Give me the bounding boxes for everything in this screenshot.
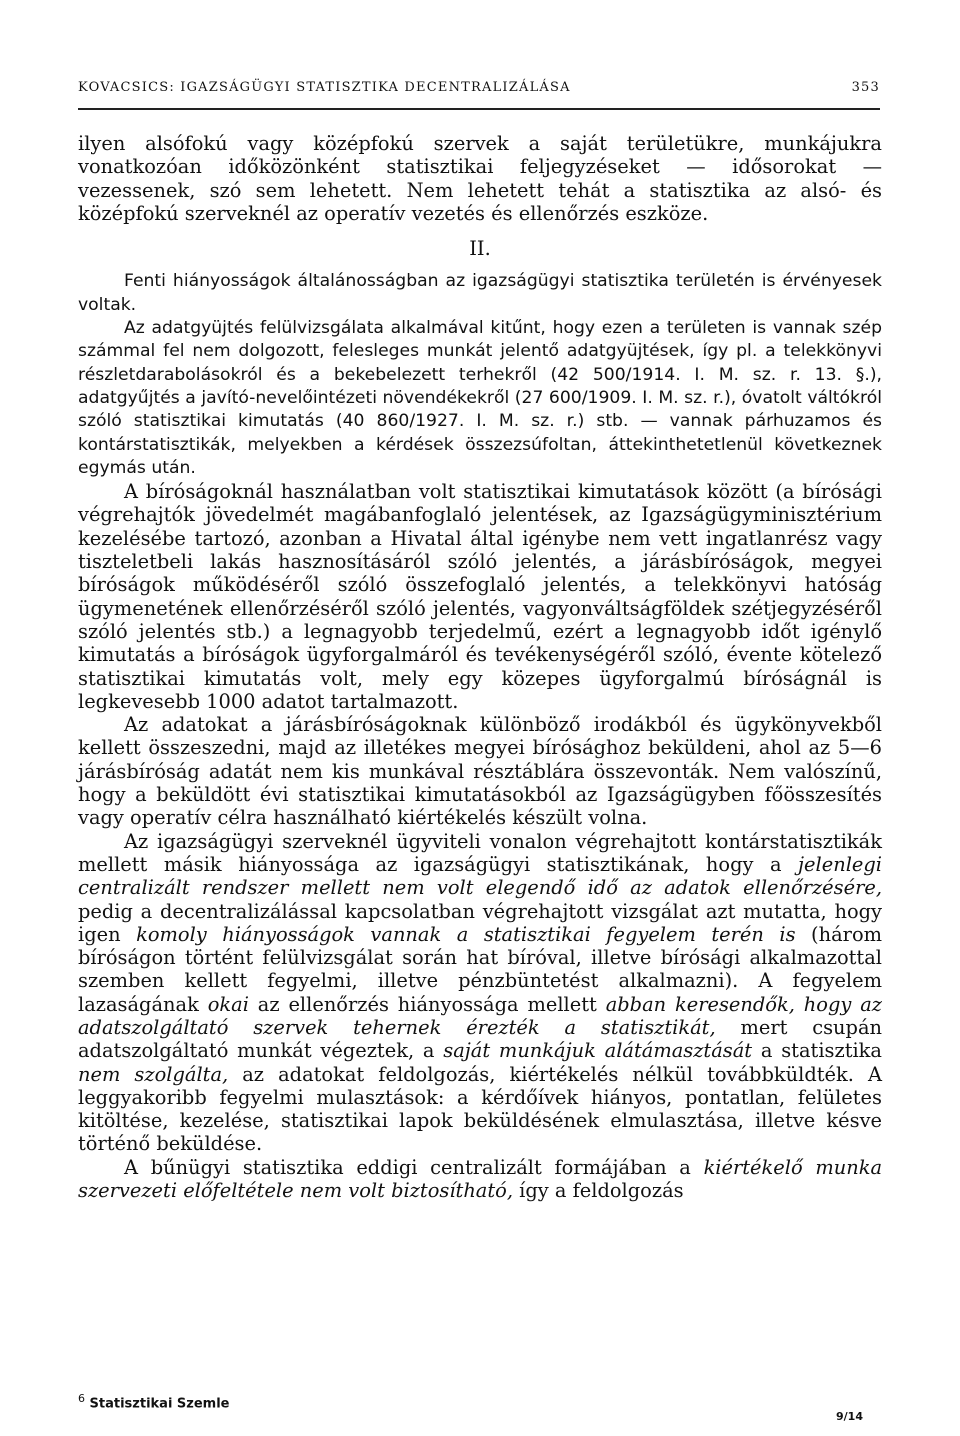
text-run: (három bíróságon történt felülvizsgálat során hat bíróval, illetve bírósági alkalmazottal szemben kellett fegyelmi, illetve pénzbüntetést alkalmazni). A fegyelem lazaságának xyxy=(78,922,883,1016)
paragraph-4: Az adatokat a járásbíróságoknak különböző irodákból és ügykönyvekből kellett összeszedni, majd az illetékes megyei bírósághoz beküldeni, ahol az 5—6 járásbíróság adatát nem kis munkával résztáblára összevonták. Nem valószínű, hogy a beküldött évi statisztikai kimutatásokból az Igazságügyben főösszesítés vagy operatív célra használható kiértékelés készült volna. xyxy=(78,713,882,830)
emphasis-run: saját munkájuk alátámasztását xyxy=(443,1039,753,1063)
paragraph-6 xyxy=(78,1156,882,1203)
text-run: mert csupán adatszolgáltató munkát végeztek, a xyxy=(78,1015,882,1063)
text-run: A bűnügyi statisztika eddigi centralizált formájában a xyxy=(124,1155,704,1179)
printer-signature: 9/14 xyxy=(836,1410,863,1423)
emphasis-run: abban keresendők, hogy az adatszolgáltató szervek tehernek érezték a statisztikát, xyxy=(78,992,882,1039)
emphasis-run: komoly hiányosságok vannak a statisztikai fegyelem terén is xyxy=(136,922,796,946)
text-run: az ellenőrzés hiányossága mellett xyxy=(248,992,606,1016)
section-heading: II. xyxy=(469,237,491,261)
emphasis-run: nem szolgálta, xyxy=(78,1062,229,1086)
intro-paragraph: ilyen alsófokú vagy középfokú szervek a saját területükre, munkájukra vonatkozóan időközönként statisztikai feljegyzéseket — idősorokat — vezessenek, szó sem lehetett. Nem lehetett tehát a statisztika az alsó- és középfokú szerveknél az operatív vezetés és ellenőrzés eszköze. xyxy=(78,132,882,225)
text-run: így a feldolgozás xyxy=(513,1179,684,1203)
footer-journal xyxy=(78,1392,230,1411)
text-run: az adatokat feldolgozás, kiértékelés nélkül továbbküldték. A leggyakoribb fegyelmi mulasztások: a kérdőívek hiányos, pontatlan, felületes kitöltése, kezelése, statisztikai lapok beküldésének elmulasztása, illetve késve történő beküldése. xyxy=(78,1062,882,1156)
paragraph-1: Fenti hiányosságok általánosságban az igazságügyi statisztika területén is érvényesek voltak. xyxy=(78,271,882,315)
footnote-mark: 6 xyxy=(78,1392,85,1405)
header-rule xyxy=(78,108,880,110)
running-header xyxy=(78,80,880,95)
emphasis-run: okai xyxy=(207,992,249,1016)
page-body xyxy=(78,132,882,1202)
paragraph-2: Az adatgyüjtés felülvizsgálata alkalmával kitűnt, hogy ezen a területen is vannak szép számmal fel nem dolgozott, felesleges munkát jelentő adatgyüjtések, így pl. a telekkönyvi részletdarabolásokról és a bekebelezett terhekről (42 500/1914. I. M. sz. r. 13. §.), adatgyűjtés a javító-nevelőintézeti növendékekről (27 600/1909. I. M. sz. r.), óvatolt váltókról szóló statisztikai kimutatás (40 860/1927. I. M. sz. r.) stb. — vannak párhuzamos és kontárstatisztikák, melyekben a kérdések összezsúfoltan, áttekinthetetlenül következnek egymás után. xyxy=(78,318,882,478)
emphasis-run: jelenlegi centralizált rendszer mellett nem volt elegendő idő az adatok ellenőrzésére, xyxy=(78,852,882,900)
page-number: 353 xyxy=(851,80,880,95)
paragraph-3: A bíróságoknál használatban volt statisztikai kimutatások között (a bírósági végrehajtók jövedelmét magábanfoglaló jelentések, az Igazságügyminisztérium kezelésébe tartozó, azonban a Hivatal által igénybe nem vett ingatlanrész vagy tiszteletbeli lakás hasznosításáról szóló jelentés, a járásbíróságok, megyei bíróságok működéséről szóló összefoglaló jelentés, a telekkönyvi hatóság ügymenetének ellenőrzéséről szóló jelentés, vagyonváltságföldek szétjegyzéséről szóló jelentés stb.) a legnagyobb terjedelmű, ezért a legnagyobb időt igénylő kimutatás a bíróságok ügyforgalmáról és tevékenységéről szóló, évente kötelező statisztikai kimutatás volt, mely egy közepes ügyforgalmú bíróságnál is legkevesebb 1000 adatot tartalmazott. xyxy=(78,480,882,713)
text-run: Az igazságügyi szerveknél ügyviteli vonalon végrehajtott kontárstatisztikák mellett másik hiányossága az igazságügyi statisztikának, hogy a xyxy=(78,829,882,876)
emphasis-run: kiértékelő munka szervezeti előfeltétele nem volt biztosítható, xyxy=(78,1155,883,1203)
running-title: KOVACSICS: IGAZSÁGÜGYI STATISZTIKA DECENTRALIZÁLÁSA xyxy=(78,80,571,95)
paragraph-5 xyxy=(78,830,882,1156)
journal-name: Statisztikai Szemle xyxy=(89,1396,230,1412)
text-run: a statisztika xyxy=(752,1039,882,1063)
text-run: pedig a decentralizálással kapcsolatban végrehajtott vizsgálat azt mutatta, hogy igen xyxy=(78,899,882,946)
